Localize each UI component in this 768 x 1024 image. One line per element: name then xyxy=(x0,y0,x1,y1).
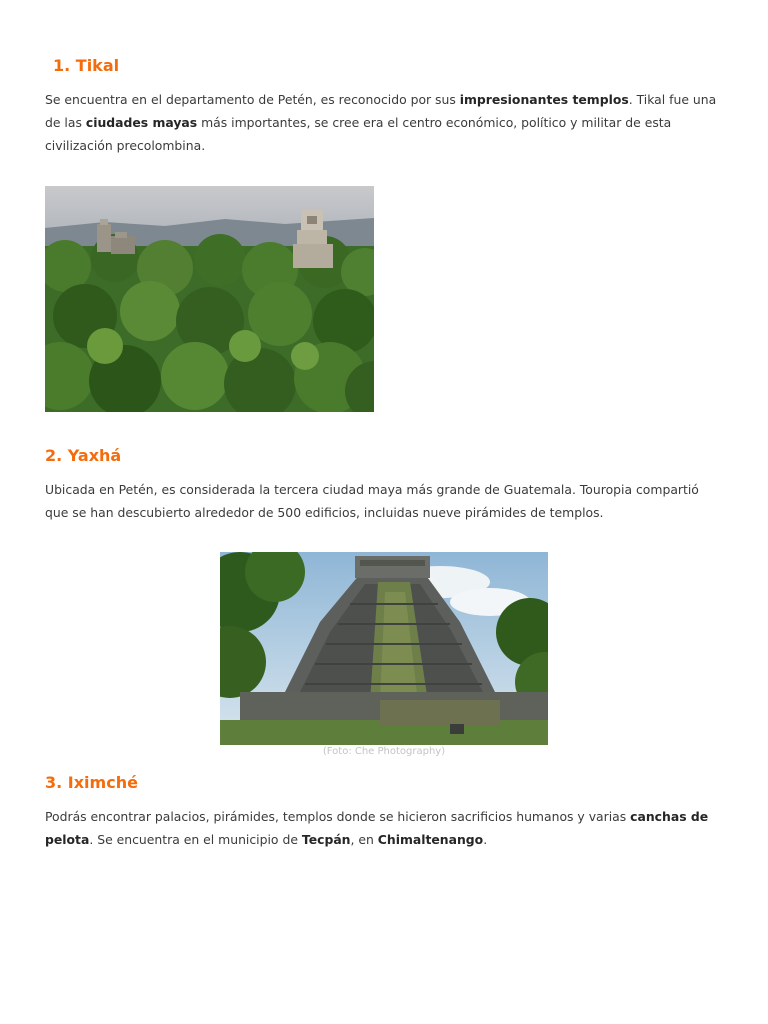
text-run: Podrás encontrar palacios, pirámides, templos donde se hicieron sacrificios humanos y varias xyxy=(45,809,631,824)
section-heading-tikal: 1. Tikal xyxy=(53,56,120,75)
bold-phrase: Tecpán xyxy=(301,832,351,847)
text-run: , en xyxy=(350,832,378,847)
bold-phrase: ciudades mayas xyxy=(85,115,198,130)
section-paragraph-tikal xyxy=(45,88,725,157)
text-run: . Se encuentra en el municipio de xyxy=(89,832,302,847)
section-paragraph-yaxha xyxy=(45,478,725,524)
bold-phrase: Chimaltenango xyxy=(377,832,484,847)
section-heading-iximche: 3. Iximché xyxy=(45,773,138,792)
text-run: . Tikal fue una de las xyxy=(45,92,717,130)
bold-phrase: impresionantes templos xyxy=(459,92,629,107)
photo-caption: (Foto: Che Photography) xyxy=(322,746,446,757)
text-run: Se encuentra en el departamento de Petén, es reconocido por sus xyxy=(45,92,460,107)
text-run: más importantes, se cree era el centro económico, político y militar de esta civilización precolombina. xyxy=(45,115,672,153)
section-paragraph-iximche xyxy=(45,805,725,851)
bold-phrase: canchas de pelota xyxy=(45,809,709,847)
yaxha-pyramid-photo xyxy=(220,552,548,745)
text-run: . xyxy=(483,832,488,847)
section-heading-yaxha: 2. Yaxhá xyxy=(45,446,122,465)
tikal-photo xyxy=(45,186,374,412)
text-run: Ubicada en Petén, es considerada la tercera ciudad maya más grande de Guatemala. Touropia compartió que se han descubierto alrededor de 500 edificios, incluidas nueve pirámides de templos. xyxy=(45,482,699,520)
